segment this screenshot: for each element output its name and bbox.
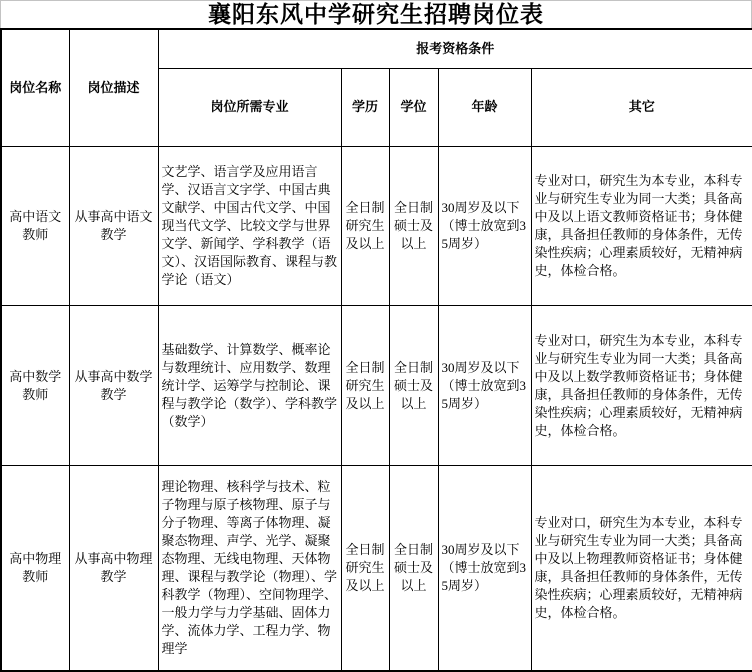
table-row-chinese-teacher (1, 146, 752, 305)
header-position-desc: 岗位描述 (69, 29, 158, 146)
cell-other: 专业对口，研究生为本专业，本科专业与研究生专业为同一大类；具备高中及以上数学教师资格证书；身体健康，具备担任教师的身体条件，无传染性疾病；心理素质较好，无精神病史，体检合格。 (531, 306, 752, 465)
header-qualification-group: 报考资格条件 (158, 29, 752, 68)
cell-other: 专业对口，研究生为本专业，本科专业与研究生专业为同一大类；具备高中及以上物理教师资格证书；身体健康，具备担任教师的身体条件，无传染性疾病；心理素质较好，无精神病史，体检合格。 (531, 465, 752, 671)
cell-position: 高中数学教师 (1, 306, 69, 465)
header-other: 其它 (531, 68, 752, 146)
cell-position: 高中物理教师 (1, 465, 69, 671)
cell-degree: 全日制硕士及以上 (389, 146, 438, 305)
header-position-name: 岗位名称 (1, 29, 69, 146)
cell-major: 理论物理、核科学与技术、粒子物理与原子核物理、原子与分子物理、等离子体物理、凝聚态物理、声学、光学、凝聚态物理、无线电物理、天体物理、课程与教学论（物理）、学科教学（物理）、空间物理学、一般力学与力学基础、固体力学、流体力学、工程力学、物理学 (158, 465, 341, 671)
cell-age: 30周岁及以下（博士放宽到35周岁） (438, 306, 531, 465)
cell-age: 30周岁及以下（博士放宽到35周岁） (438, 146, 531, 305)
cell-education: 全日制研究生及以上 (341, 146, 389, 305)
cell-description: 从事高中物理教学 (69, 465, 158, 671)
page-title: 襄阳东风中学研究生招聘岗位表 (0, 0, 752, 28)
cell-description: 从事高中数学教学 (69, 306, 158, 465)
cell-position: 高中语文教师 (1, 146, 69, 305)
cell-major: 文艺学、语言学及应用语言学、汉语言文字学、中国古典文献学、中国古代文学、中国现当代文学、比较文学与世界文学、新闻学、学科教学（语文）、汉语国际教育、课程与教学论（语文） (158, 146, 341, 305)
cell-age: 30周岁及以下（博士放宽到35周岁） (438, 465, 531, 671)
header-row-top (1, 29, 752, 68)
table-row-physics-teacher (1, 465, 752, 671)
cell-education: 全日制研究生及以上 (341, 306, 389, 465)
header-age: 年龄 (438, 68, 531, 146)
cell-description: 从事高中语文教学 (69, 146, 158, 305)
table-row-math-teacher (1, 306, 752, 465)
cell-degree: 全日制硕士及以上 (389, 306, 438, 465)
cell-other: 专业对口，研究生为本专业，本科专业与研究生专业为同一大类；具备高中及以上语文教师资格证书；身体健康，具备担任教师的身体条件，无传染性疾病；心理素质较好，无精神病史，体检合格。 (531, 146, 752, 305)
cell-degree: 全日制硕士及以上 (389, 465, 438, 671)
header-major: 岗位所需专业 (158, 68, 341, 146)
header-degree: 学位 (389, 68, 438, 146)
job-table (0, 28, 752, 672)
cell-major: 基础数学、计算数学、概率论与数理统计、应用数学、数理统计学、运筹学与控制论、课程与教学论（数学）、学科教学（数学） (158, 306, 341, 465)
header-education: 学历 (341, 68, 389, 146)
cell-education: 全日制研究生及以上 (341, 465, 389, 671)
